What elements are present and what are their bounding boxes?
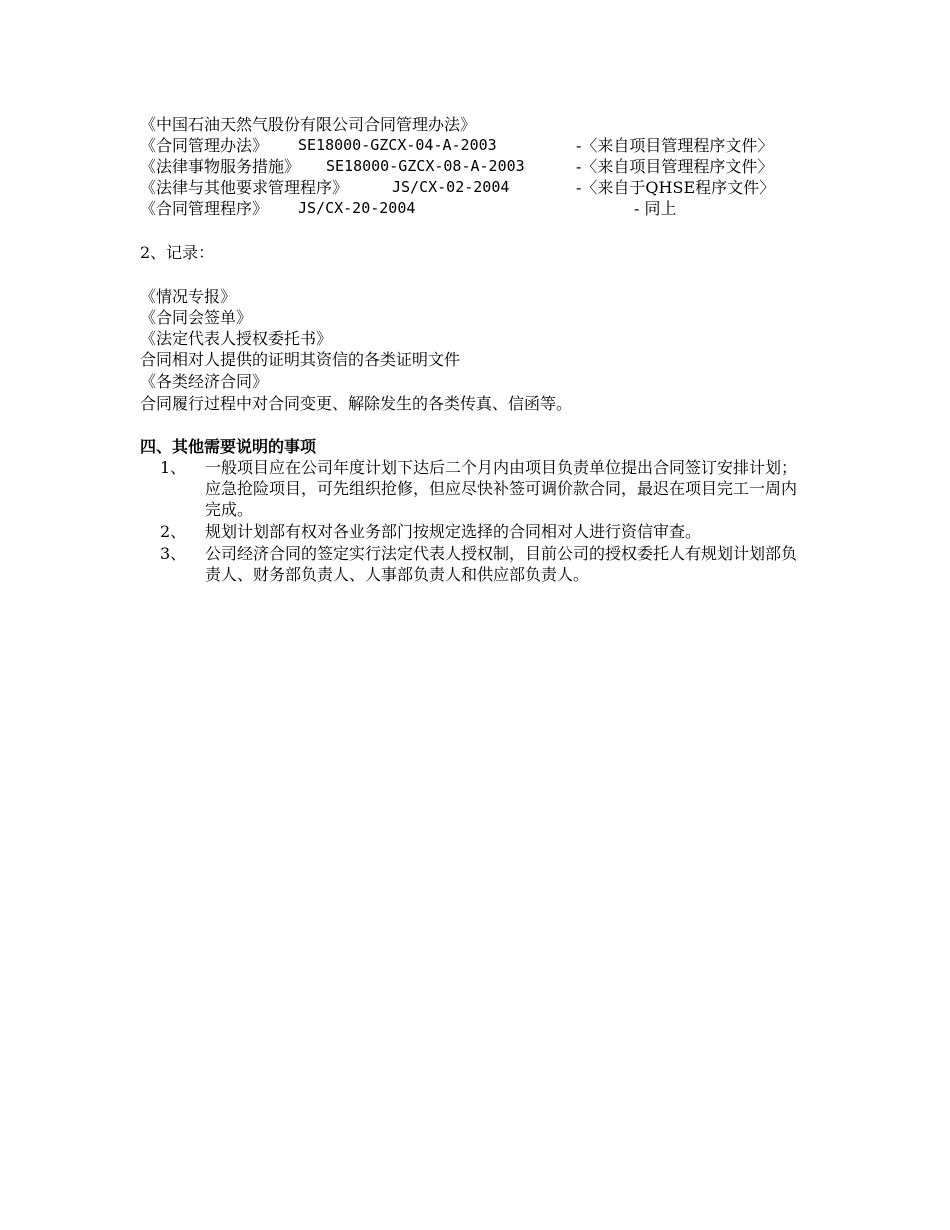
reference-title: 《合同管理办法》 — [140, 136, 269, 155]
reference-source: - 同上 — [634, 199, 677, 218]
record-item: 《情况专报》 — [140, 287, 237, 306]
reference-row — [140, 177, 820, 198]
records-heading: 2、记录： — [140, 243, 215, 262]
reference-title: 《合同管理程序》 — [140, 199, 269, 218]
record-item: 合同履行过程中对合同变更、解除发生的各类传真、信函等。 — [140, 394, 573, 413]
reference-row — [140, 156, 820, 177]
list-text: 一般项目应在公司年度计划下达后二个月内由项目负责单位提出合同签订安排计划；应急抢险项目，可先组织抢修，但应尽快补签可调价款合同，最迟在项目完工一周内完成。 — [205, 458, 798, 519]
reference-source: -〈来自于QHSE程序文件〉 — [576, 178, 776, 197]
record-item: 《法定代表人授权委托书》 — [140, 329, 333, 348]
section-heading: 四、其他需要说明的事项 — [140, 437, 317, 456]
reference-row — [140, 135, 820, 156]
reference-title: 《法律与其他要求管理程序》 — [140, 178, 349, 197]
list-item — [140, 457, 820, 520]
list-text: 公司经济合同的签定实行法定代表人授权制，目前公司的授权委托人有规划计划部负责人、财务部负责人、人事部负责人和供应部负责人。 — [205, 544, 798, 584]
reference-row — [140, 198, 820, 219]
record-item: 《各类经济合同》 — [140, 372, 269, 391]
reference-code: JS/CX-02-2004 — [392, 178, 510, 196]
list-item — [140, 543, 820, 585]
list-text: 规划计划部有权对各业务部门按规定选择的合同相对人进行资信审查。 — [205, 522, 702, 541]
reference-title: 《法律事物服务措施》 — [140, 157, 301, 176]
list-item — [140, 521, 820, 542]
reference-code: JS/CX-20-2004 — [298, 199, 416, 217]
list-number: 3、 — [160, 544, 187, 563]
reference-code: SE18000-GZCX-04-A-2003 — [298, 136, 497, 154]
list-number: 1、 — [160, 458, 187, 477]
reference-title: 《中国石油天然气股份有限公司合同管理办法》 — [140, 115, 477, 134]
reference-source: -〈来自项目管理程序文件〉 — [576, 157, 774, 176]
reference-code: SE18000-GZCX-08-A-2003 — [326, 157, 525, 175]
record-item: 《合同会签单》 — [140, 308, 253, 327]
list-number: 2、 — [160, 522, 187, 541]
reference-source: -〈来自项目管理程序文件〉 — [576, 136, 774, 155]
record-item: 合同相对人提供的证明其资信的各类证明文件 — [140, 350, 461, 369]
reference-row — [140, 114, 820, 135]
